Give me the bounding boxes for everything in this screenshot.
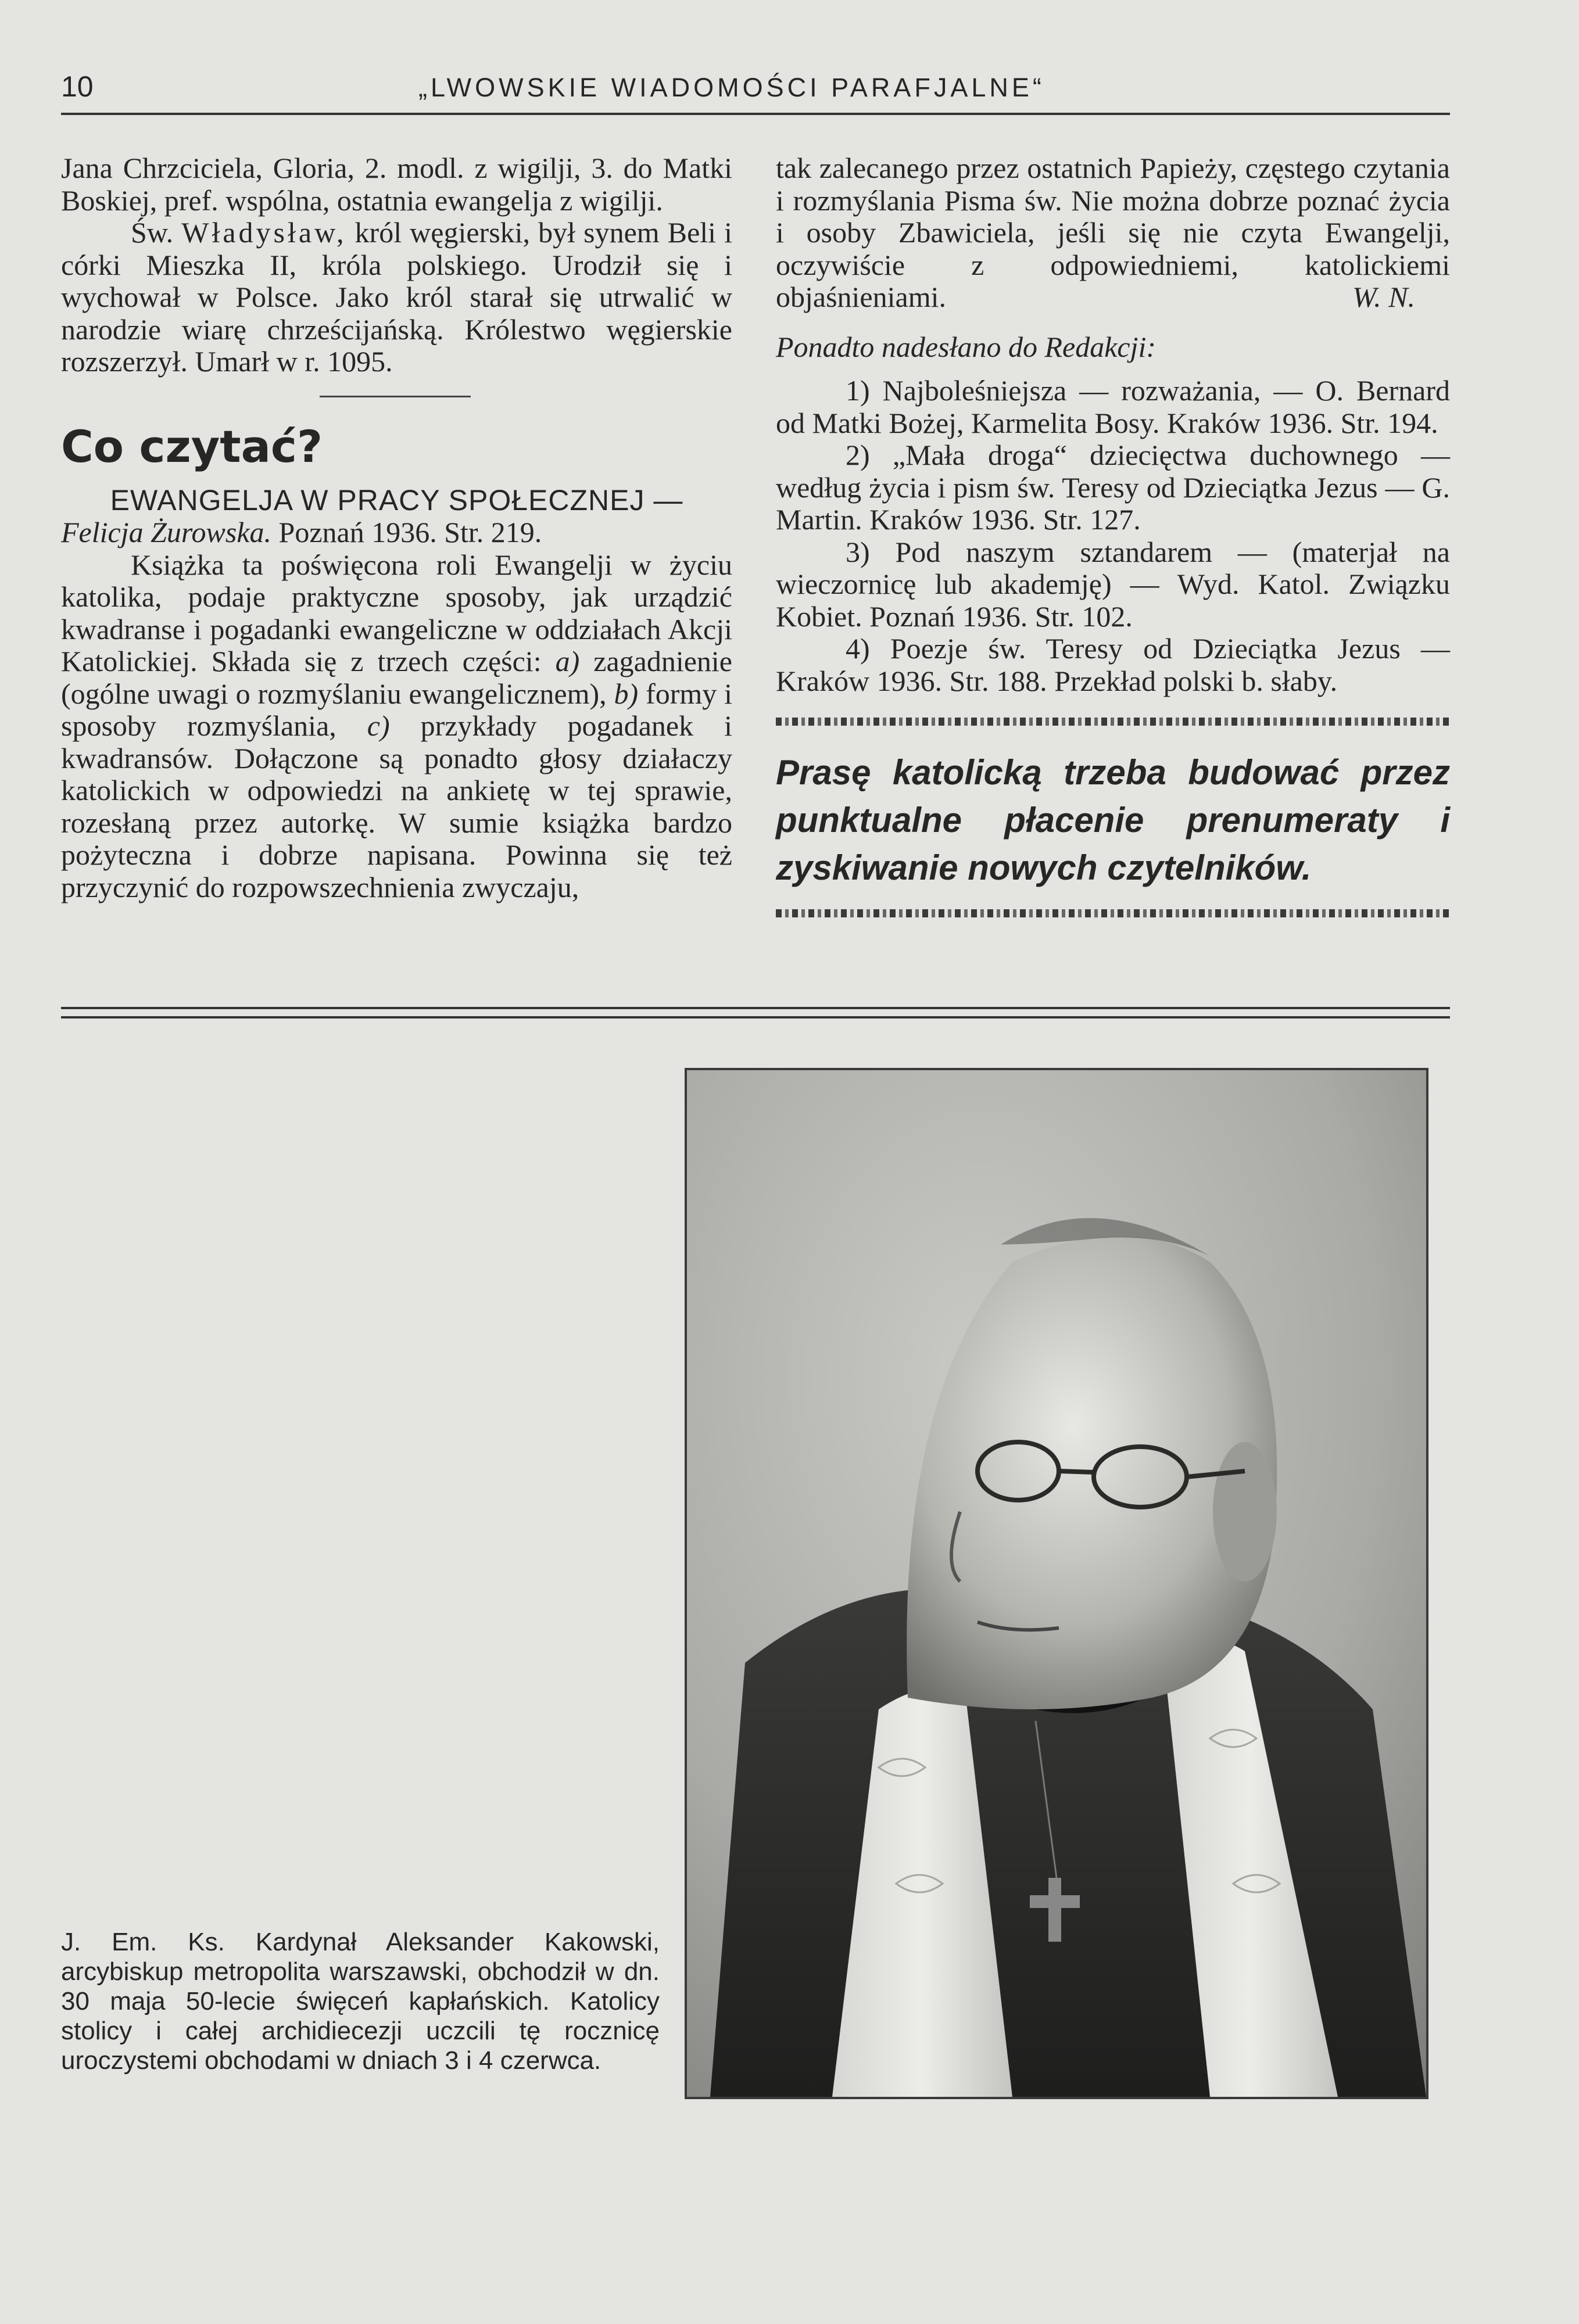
publication-title: „LWOWSKIE WIADOMOŚCI PARAFJALNE“	[418, 73, 1045, 102]
book-imprint: Poznań 1936. Str. 219.	[278, 516, 542, 548]
section-double-rule	[61, 1007, 1450, 1018]
review-text: Książka ta poświęcona roli Ewangelji w życiu katolika, podaje praktyczne sposoby, jak urządzić kwadranse i pogadanki ewangeliczne w oddziałach Akcji Katolickiej. Składa się z trzech części:	[61, 548, 732, 677]
received-heading: Ponadto nadesłano do Redakcji:	[776, 330, 1156, 363]
continuation-text: tak zalecanego przez ostatnich Papieży, częstego czytania i rozmyślania Pisma św. Nie można dobrze poznać życia i osoby Zbawiciela, jeśli się nie czyta Ewangelji, oczywiście z odpowiedniemi, katolickiemi objaśnieniami.	[776, 152, 1450, 313]
page-number: 10	[61, 70, 94, 103]
review-text: formy i sposoby rozmyślania,	[61, 677, 733, 742]
review-signature: W. N.	[1352, 281, 1415, 313]
label-b: b)	[614, 677, 639, 710]
book-review	[61, 549, 732, 904]
book-details	[61, 517, 732, 549]
ear	[1213, 1442, 1277, 1581]
ornament-rule	[776, 909, 1450, 917]
ornament-rule	[776, 718, 1450, 726]
section-divider	[320, 396, 471, 397]
received-item: 3) Pod naszym sztandarem — (materjał na wieczornicę lub akademję) — Wyd. Katol. Związku Kobiet. Poznań 1936. Str. 102.	[776, 535, 1450, 633]
review-continuation	[776, 152, 1450, 314]
subscription-promo: Prasę katolicką trzeba budować przez punktualne płacenie prenumeraty i zyskiwanie nowych czytelników.	[776, 753, 1450, 887]
review-text: przykłady pogadanek i kwadransów. Dołączone są ponadto głosy działaczy katolickich w odpowiedzi na ankietę w tej sprawie, rozesłaną przez autorkę. W sumie książka bardzo pożyteczna i dobrze napisana. Powinna się też przyczynić do rozpowszechnienia zwyczaju,	[61, 709, 733, 903]
left-column	[61, 152, 732, 903]
label-a: a)	[555, 645, 580, 677]
cardinal-portrait	[685, 1068, 1428, 2099]
book-author: Felicja Żurowska.	[61, 516, 272, 548]
photo-caption: J. Em. Ks. Kardynał Aleksander Kakowski, arcybiskup metropolita warszawski, obchodził w dn. 30 maja 50-lecie święceń kapłańskich. Katolicy stolicy i całej archidiecezji uczcili tę rocznicę uroczystemi obchodami w dniach 3 i 4 czerwca.	[61, 1928, 660, 2075]
received-item: 2) „Mała droga“ dziecięctwa duchownego — według życia i pism św. Teresy od Dzieciątka Jezus — G. Martin. Kraków 1936. Str. 127.	[776, 439, 1450, 536]
received-item: 1) Najboleśniejsza — rozważania, — O. Bernard od Matki Bożej, Karmelita Bosy. Kraków 1936. Str. 194.	[776, 374, 1450, 439]
received-item: 4) Poezje św. Teresy od Dzieciątka Jezus — Kraków 1936. Str. 188. Przekład polski b. słaby.	[776, 632, 1450, 697]
saint-paragraph	[61, 217, 732, 378]
right-column	[776, 152, 1450, 941]
saint-prefix: Św.	[131, 216, 174, 249]
book-title: EWANGELJA W PRACY SPOŁECZNEJ —	[110, 483, 683, 517]
section-title: Co czytać?	[61, 420, 323, 472]
header-rule	[61, 113, 1450, 115]
label-c: c)	[367, 709, 390, 742]
liturgy-paragraph: Jana Chrzciciela, Gloria, 2. modl. z wigilji, 3. do Matki Boskiej, pref. wspólna, ostatnia ewangelja z wigilji.	[61, 152, 732, 217]
portrait-illustration	[687, 1070, 1426, 2097]
review-text: zagadnienie (ogólne uwagi o rozmyślaniu ewangelicznem),	[61, 645, 732, 710]
saint-text: król węgierski, był synem Beli i córki Mieszka II, króla polskiego. Urodził się i wychował w Polsce. Jako król starał się utrwalić w narodzie wiarę chrześcijańską. Królestwo węgierskie rozszerzył. Umarł w r. 1095.	[61, 216, 733, 378]
saint-name: Władysław,	[181, 216, 347, 249]
